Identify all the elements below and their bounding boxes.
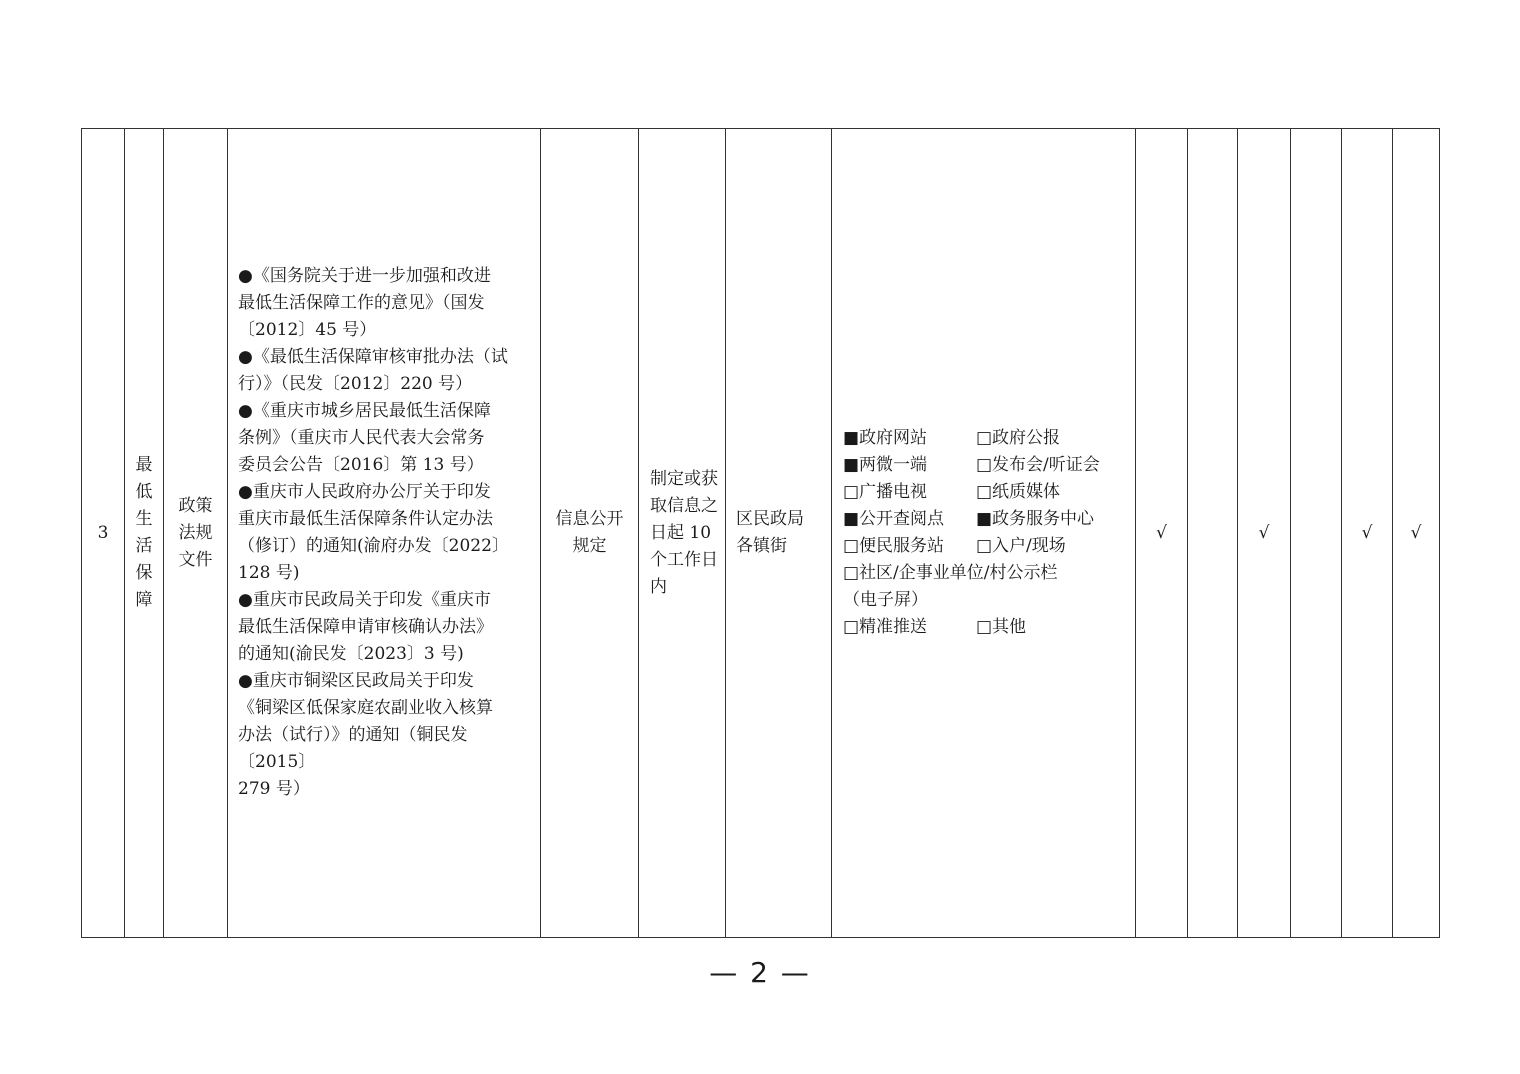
mark-cell xyxy=(1188,129,1238,938)
category-text: 最低生活保障 xyxy=(135,455,153,610)
policy-line: ●重庆市人民政府办公厅关于印发 xyxy=(238,482,491,502)
check-mark: √ xyxy=(1258,522,1270,543)
channel-row xyxy=(843,506,1135,533)
check-mark: √ xyxy=(1156,522,1167,543)
seq-number-cell xyxy=(82,129,125,938)
subcategory-text: 政策法规文件 xyxy=(178,495,213,570)
policy-line: ●《国务院关于进一步加强和改进 xyxy=(238,266,491,286)
mark-cell xyxy=(1136,129,1188,938)
mark-cell xyxy=(1342,129,1393,938)
policy-line: 办法（试行）》的通知（铜民发〔2015〕 xyxy=(238,725,468,772)
disclosure-basis-text: 信息公开规定 xyxy=(555,509,624,556)
channel-option: ■公开查阅点 xyxy=(843,509,945,529)
channel-option: ■两微一端 xyxy=(843,455,928,475)
channel-option: □便民服务站 xyxy=(843,536,945,556)
channel-list xyxy=(843,425,1135,641)
policy-line: 〔2012〕45 号） xyxy=(238,320,377,340)
subject-text: 区民政局各镇街 xyxy=(736,509,804,556)
policy-line: 最低生活保障申请审核确认办法》 xyxy=(238,617,493,637)
policy-line: ●《重庆市城乡居民最低生活保障 xyxy=(238,401,491,421)
time-limit-text: 制定或获取信息之日起 10 个工作日内 xyxy=(650,468,718,597)
table-row xyxy=(82,129,1440,938)
subject-cell xyxy=(726,129,832,938)
channel-option: □其他 xyxy=(976,617,1027,637)
policy-line: 条例》（重庆市人民代表大会常务 xyxy=(238,428,485,448)
channel-option: □广播电视 xyxy=(843,482,928,502)
channel-row xyxy=(843,587,1135,614)
policy-line: 委员会公告〔2016〕第 13 号） xyxy=(238,455,484,475)
disclosure-basis-cell xyxy=(541,129,639,938)
channel-option: （电子屏） xyxy=(843,590,928,610)
policy-list xyxy=(238,263,534,803)
channel-option: □发布会/听证会 xyxy=(976,455,1100,475)
policy-line: 行）》（民发〔2012〕220 号） xyxy=(238,374,473,394)
time-limit-cell xyxy=(639,129,726,938)
channel-option: □社区/企事业单位/村公示栏 xyxy=(843,563,1058,583)
channel-option: ■政务服务中心 xyxy=(976,509,1095,529)
policy-line: 最低生活保障工作的意见》（国发 xyxy=(238,293,485,313)
channel-row xyxy=(843,425,1135,452)
policy-line: ●重庆市民政局关于印发《重庆市 xyxy=(238,590,491,610)
channels-cell xyxy=(832,129,1136,938)
channel-row xyxy=(843,533,1135,560)
channel-row xyxy=(843,479,1135,506)
policy-line: 128 号) xyxy=(238,563,300,583)
policy-line: （修订）的通知(渝府办发〔2022〕 xyxy=(238,536,509,556)
policy-line: ●《最低生活保障审核审批办法（试 xyxy=(238,347,508,367)
channel-option: □入户/现场 xyxy=(976,536,1066,556)
mark-cell xyxy=(1238,129,1291,938)
channel-option: □政府公报 xyxy=(976,428,1061,448)
category-cell xyxy=(125,129,164,938)
policy-line: 的通知(渝民发〔2023〕3 号) xyxy=(238,644,464,664)
policy-line: ●重庆市铜梁区民政局关于印发 xyxy=(238,671,474,691)
mark-cell xyxy=(1393,129,1440,938)
channel-row xyxy=(843,452,1135,479)
policy-line: 重庆市最低生活保障条件认定办法 xyxy=(238,509,493,529)
channel-option: □精准推送 xyxy=(843,617,928,637)
policy-basis-cell xyxy=(228,129,541,938)
seq-number: 3 xyxy=(97,522,109,543)
policy-line: 《铜梁区低保家庭农副业收入核算 xyxy=(238,698,493,718)
disclosure-table xyxy=(81,128,1440,938)
check-mark: √ xyxy=(1410,522,1422,543)
subcategory-cell xyxy=(164,129,228,938)
policy-line: 279 号） xyxy=(238,779,310,799)
channel-row xyxy=(843,560,1135,587)
channel-option: □纸质媒体 xyxy=(976,482,1061,502)
channel-option: ■政府网站 xyxy=(843,428,928,448)
channel-row xyxy=(843,614,1135,641)
page-number: — 2 — xyxy=(709,956,811,989)
mark-cell xyxy=(1291,129,1342,938)
check-mark: √ xyxy=(1361,522,1373,543)
